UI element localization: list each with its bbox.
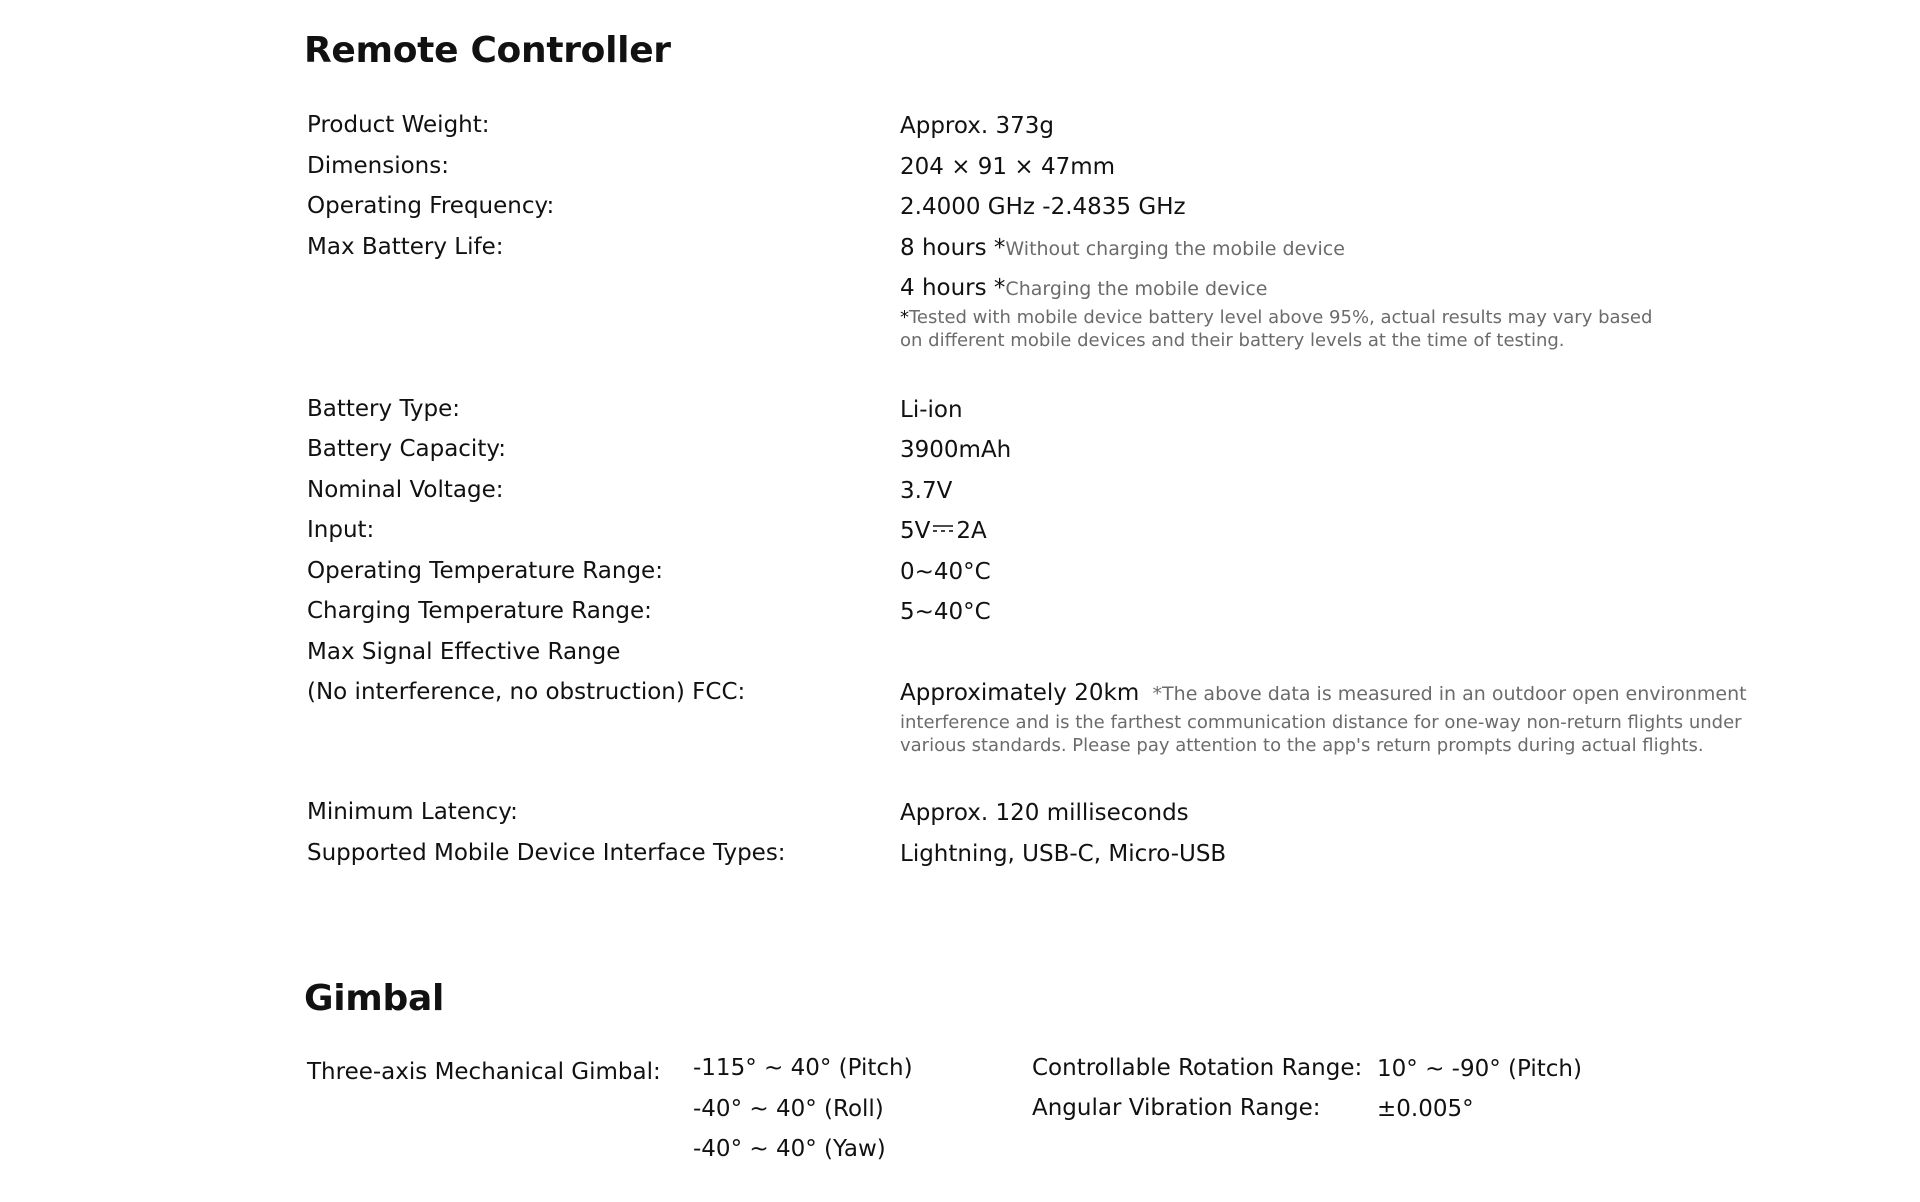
rotation-value: 10° ~ -90° (Pitch) xyxy=(1377,1056,1582,1082)
battery-life-footnote-line-1: Tested with mobile device battery level above 95%, actual results may vary based xyxy=(909,307,1653,328)
battery-life-1-note: Without charging the mobile device xyxy=(1005,238,1345,260)
input-label: Input: xyxy=(307,517,375,543)
range-note-line-2: interference and is the farthest communication distance for one-way non-return flights under xyxy=(900,712,1742,733)
range-value: Approximately 20km xyxy=(900,680,1140,706)
latency-label: Minimum Latency: xyxy=(307,799,518,825)
battery-life-footnote: *Tested with mobile device battery level above 95%, actual results may vary based on different mobile devices and their battery levels at the time of testing. xyxy=(900,307,1653,351)
battery-life-label: Max Battery Life: xyxy=(307,234,504,260)
battery-type-value: Li-ion xyxy=(900,397,963,423)
vibration-label: Angular Vibration Range: xyxy=(1032,1095,1321,1121)
gimbal-yaw: -40° ~ 40° (Yaw) xyxy=(693,1136,886,1162)
battery-life-1-value: 8 hours xyxy=(900,235,987,261)
input-current: 2A xyxy=(956,518,987,544)
weight-label: Product Weight: xyxy=(307,112,490,138)
latency-value: Approx. 120 milliseconds xyxy=(900,800,1189,826)
op-temp-value: 0~40°C xyxy=(900,559,991,585)
battery-life-2-value: 4 hours xyxy=(900,275,987,301)
gimbal-roll: -40° ~ 40° (Roll) xyxy=(693,1096,884,1122)
range-value-row: Approximately 20km *The above data is measured in an outdoor open environment xyxy=(900,680,1747,706)
input-voltage: 5V xyxy=(900,518,931,544)
battery-capacity-label: Battery Capacity: xyxy=(307,436,507,462)
range-note-line-1: The above data is measured in an outdoor open environment xyxy=(1162,683,1747,705)
range-note xyxy=(900,711,1742,757)
input-value xyxy=(900,516,987,546)
charge-temp-label: Charging Temperature Range: xyxy=(307,598,652,624)
battery-type-label: Battery Type: xyxy=(307,396,461,422)
dc-current-icon xyxy=(931,522,955,536)
range-label-line-2: (No interference, no obstruction) FCC: xyxy=(307,679,746,705)
voltage-value: 3.7V xyxy=(900,478,953,504)
range-label-line-1: Max Signal Effective Range xyxy=(307,639,621,665)
interface-value: Lightning, USB-C, Micro-USB xyxy=(900,841,1227,867)
range-note-line-3: various standards. Please pay attention to the app's return prompts during actual flights. xyxy=(900,735,1704,756)
battery-life-row-1: 8 hours *Without charging the mobile device xyxy=(900,235,1345,261)
frequency-label: Operating Frequency: xyxy=(307,193,555,219)
gimbal-title: Gimbal xyxy=(304,978,445,1019)
battery-capacity-value: 3900mAh xyxy=(900,437,1012,463)
battery-life-2-note: Charging the mobile device xyxy=(1005,278,1268,300)
voltage-label: Nominal Voltage: xyxy=(307,477,504,503)
dimensions-value: 204 × 91 × 47mm xyxy=(900,154,1116,180)
frequency-value: 2.4000 GHz -2.4835 GHz xyxy=(900,194,1186,220)
weight-value: Approx. 373g xyxy=(900,113,1054,139)
gimbal-pitch: -115° ~ 40° (Pitch) xyxy=(693,1055,913,1081)
battery-life-row-2: 4 hours *Charging the mobile device xyxy=(900,275,1268,301)
dimensions-label: Dimensions: xyxy=(307,153,449,179)
remote-controller-title: Remote Controller xyxy=(304,30,671,71)
battery-life-footnote-line-2: on different mobile devices and their battery levels at the time of testing. xyxy=(900,330,1565,351)
gimbal-mech-label: Three-axis Mechanical Gimbal: xyxy=(307,1059,661,1085)
interface-label: Supported Mobile Device Interface Types: xyxy=(307,840,786,866)
op-temp-label: Operating Temperature Range: xyxy=(307,558,663,584)
charge-temp-value: 5~40°C xyxy=(900,599,991,625)
vibration-value: ±0.005° xyxy=(1377,1096,1474,1122)
rotation-label: Controllable Rotation Range: xyxy=(1032,1055,1363,1081)
